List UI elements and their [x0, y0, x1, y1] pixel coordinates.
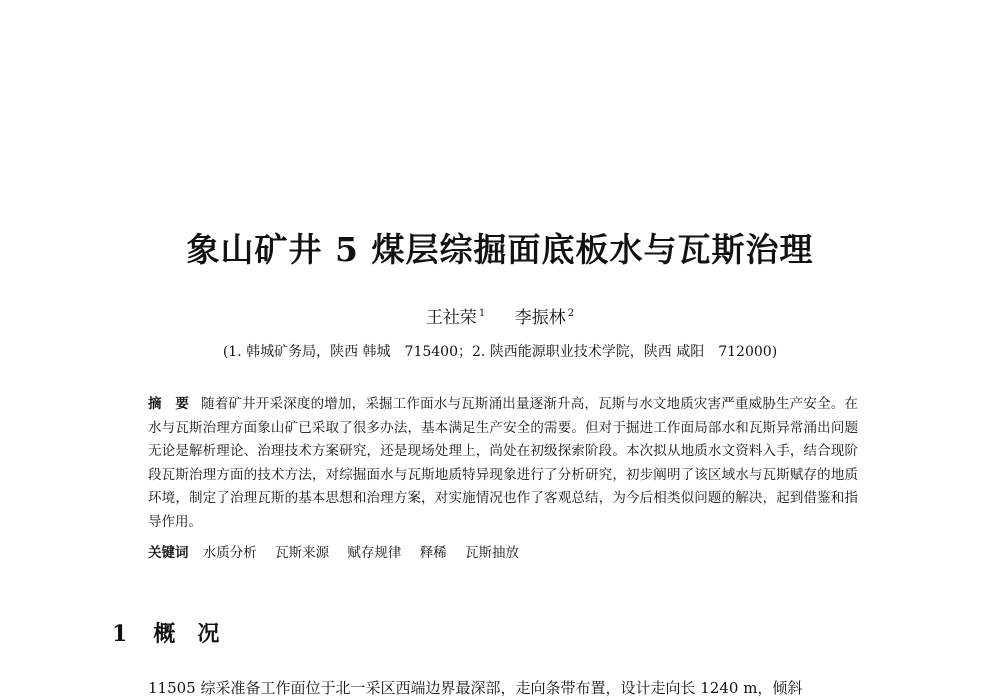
section-heading [112, 618, 219, 650]
affiliation-line: (1. 韩城矿务局，陕西 韩城 715400；2. 陕西能源职业技术学院，陕西 咸阳 712000) [222, 344, 778, 360]
keyword: 瓦斯来源 [275, 545, 330, 561]
section-title: 概 况 [153, 621, 220, 647]
abstract-block [148, 393, 858, 535]
author-list [0, 302, 1000, 330]
author-name: 李振林 [514, 308, 566, 328]
author-1 [426, 302, 485, 330]
abstract-label: 摘 要 [148, 396, 190, 412]
keyword: 瓦斯抽放 [464, 545, 519, 561]
body-paragraph: 11505 综采准备工作面位于北一采区西端边界最深部，走向条带布置，设计走向长 1240 m，倾斜 [148, 679, 803, 697]
section-number: 1 [112, 621, 128, 647]
author-affiliation-mark: 1 [478, 308, 486, 319]
keyword: 赋存规律 [347, 545, 402, 561]
abstract-text: 随着矿井开采深度的增加，采掘工作面水与瓦斯涌出量逐渐升高，瓦斯与水文地质灾害严重威胁生产安全。在水与瓦斯治理方面象山矿已采取了很多办法，基本满足生产安全的需要。但对于掘进工作面局部水和瓦斯异常涌出问题无论是解析理论、治理技术方案研究，还是现场处理上，尚处在初级探索阶段。本次拟从地质水文资料入手，结合现阶段瓦斯治理方面的技术方法，对综掘面水与瓦斯地质特异现象进行了分析研究，初步阐明了该区域水与瓦斯赋存的地质环境，制定了治理瓦斯的基本思想和治理方案，对实施情况也作了客观总结，为今后相类似问题的解决，起到借鉴和指导作用。 [148, 396, 859, 530]
author-affiliation-mark: 2 [567, 308, 575, 319]
keyword: 释稀 [419, 545, 447, 561]
keywords-block [148, 542, 858, 564]
author-name: 王社荣 [425, 308, 477, 328]
keywords-label: 关键词 [148, 545, 189, 561]
author-2 [515, 302, 574, 330]
keyword: 水质分析 [202, 545, 257, 561]
paper-title: 象山矿井 5 煤层综掘面底板水与瓦斯治理 [186, 230, 814, 269]
